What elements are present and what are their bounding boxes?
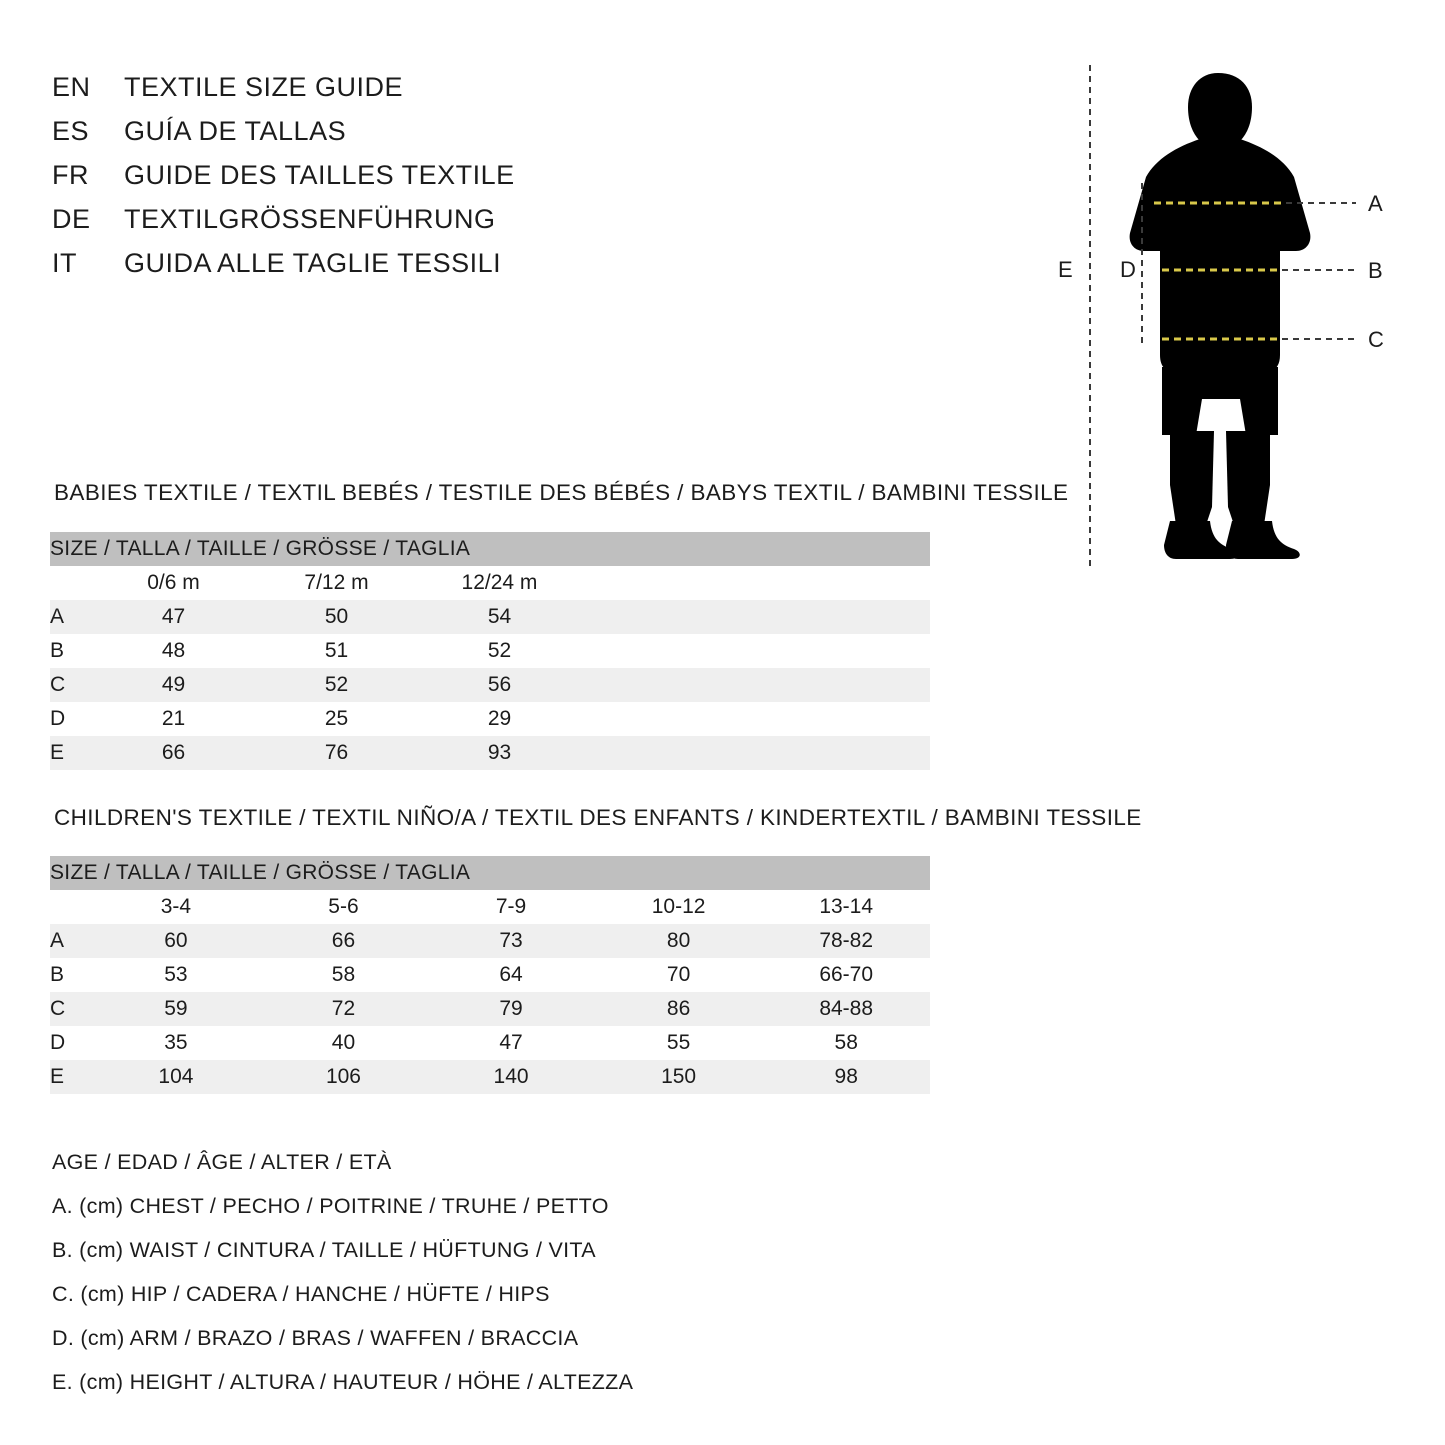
figure-label-a: A	[1368, 191, 1383, 216]
table-row	[50, 992, 930, 1026]
children-e-0: 104	[92, 1060, 260, 1094]
language-text-fr: GUIDE DES TAILLES TEXTILE	[124, 160, 515, 190]
babies-row-label-a: A	[50, 600, 92, 634]
children-b-1: 58	[260, 958, 428, 992]
babies-a-1: 50	[255, 600, 418, 634]
table-row	[50, 702, 930, 736]
babies-d-2: 29	[418, 702, 581, 736]
language-text-it: GUIDA ALLE TAGLIE TESSILI	[124, 248, 502, 278]
children-c-4: 84-88	[762, 992, 930, 1026]
figure-label-c: C	[1368, 327, 1384, 352]
children-c-0: 59	[92, 992, 260, 1026]
table-row	[50, 634, 930, 668]
table-row	[50, 736, 930, 770]
babies-c-1: 52	[255, 668, 418, 702]
children-table-header-row	[50, 856, 930, 890]
table-row	[50, 668, 930, 702]
babies-row-e-filler	[581, 736, 930, 770]
language-text-es: GUÍA DE TALLAS	[124, 116, 347, 146]
language-text-de: TEXTILGRÖSSENFÜHRUNG	[124, 204, 496, 234]
table-row	[50, 600, 930, 634]
babies-b-1: 51	[255, 634, 418, 668]
language-code-en: EN	[52, 72, 91, 102]
language-row-en	[52, 72, 752, 116]
babies-e-2: 93	[418, 736, 581, 770]
language-row-es	[52, 116, 752, 160]
children-row-label-b: B	[50, 958, 92, 992]
babies-col-0: 0/6 m	[92, 566, 255, 600]
language-code-fr: FR	[52, 160, 89, 190]
children-d-1: 40	[260, 1026, 428, 1060]
children-col-3: 10-12	[595, 890, 763, 924]
children-a-3: 80	[595, 924, 763, 958]
children-a-2: 73	[427, 924, 595, 958]
children-e-2: 140	[427, 1060, 595, 1094]
babies-a-0: 47	[92, 600, 255, 634]
children-table-header: SIZE / TALLA / TAILLE / GRÖSSE / TAGLIA	[50, 856, 930, 890]
babies-row-label-d: D	[50, 702, 92, 736]
babies-d-0: 21	[92, 702, 255, 736]
babies-e-1: 76	[255, 736, 418, 770]
measurement-legend	[52, 1140, 952, 1404]
babies-row-label-c: C	[50, 668, 92, 702]
children-col-1: 5-6	[260, 890, 428, 924]
language-text-en: TEXTILE SIZE GUIDE	[124, 72, 404, 102]
figure-label-e: E	[1058, 257, 1073, 282]
babies-a-2: 54	[418, 600, 581, 634]
children-d-3: 55	[595, 1026, 763, 1060]
babies-row-c-filler	[581, 668, 930, 702]
language-row-it	[52, 248, 752, 292]
legend-row-b-waist: B. (cm) WAIST / CINTURA / TAILLE / HÜFTUNG / VITA	[52, 1238, 596, 1262]
children-b-2: 64	[427, 958, 595, 992]
babies-row-label-b: B	[50, 634, 92, 668]
legend-row-d-arm: D. (cm) ARM / BRAZO / BRAS / WAFFEN / BRACCIA	[52, 1326, 579, 1350]
children-d-0: 35	[92, 1026, 260, 1060]
babies-row-a-filler	[581, 600, 930, 634]
language-row-de	[52, 204, 752, 248]
children-corner-cell	[50, 890, 92, 924]
language-code-it: IT	[52, 248, 77, 278]
legend-row-c-hip: C. (cm) HIP / CADERA / HANCHE / HÜFTE / HIPS	[52, 1282, 550, 1306]
language-code-de: DE	[52, 204, 91, 234]
children-c-1: 72	[260, 992, 428, 1026]
babies-row-label-e: E	[50, 736, 92, 770]
figure-label-b: B	[1368, 258, 1383, 283]
language-row-fr	[52, 160, 752, 204]
children-e-1: 106	[260, 1060, 428, 1094]
language-code-es: ES	[52, 116, 90, 146]
table-row	[50, 924, 930, 958]
children-b-4: 66-70	[762, 958, 930, 992]
children-size-table	[50, 856, 930, 1094]
babies-corner-cell	[50, 566, 92, 600]
children-row-label-c: C	[50, 992, 92, 1026]
babies-c-2: 56	[418, 668, 581, 702]
babies-table-header-row	[50, 532, 930, 566]
children-b-3: 70	[595, 958, 763, 992]
children-a-1: 66	[260, 924, 428, 958]
children-a-0: 60	[92, 924, 260, 958]
children-col-0: 3-4	[92, 890, 260, 924]
children-b-0: 53	[92, 958, 260, 992]
children-col-4: 13-14	[762, 890, 930, 924]
babies-col-1: 7/12 m	[255, 566, 418, 600]
babies-section-title: BABIES TEXTILE / TEXTIL BEBÉS / TESTILE DES BÉBÉS / BABYS TEXTIL / BAMBINI TESSILE	[54, 480, 1069, 505]
children-row-label-d: D	[50, 1026, 92, 1060]
children-e-4: 98	[762, 1060, 930, 1094]
babies-size-table	[50, 532, 930, 770]
babies-table-header: SIZE / TALLA / TAILLE / GRÖSSE / TAGLIA	[50, 532, 930, 566]
children-d-2: 47	[427, 1026, 595, 1060]
babies-b-0: 48	[92, 634, 255, 668]
babies-d-1: 25	[255, 702, 418, 736]
children-row-label-e: E	[50, 1060, 92, 1094]
measurement-figure	[1050, 55, 1420, 585]
legend-row-e-height: E. (cm) HEIGHT / ALTURA / HAUTEUR / HÖHE / ALTEZZA	[52, 1370, 634, 1394]
babies-column-header-row	[50, 566, 930, 600]
legend-row-age: AGE / EDAD / ÂGE / ALTER / ETÀ	[52, 1150, 392, 1174]
babies-filler-cell	[581, 566, 930, 600]
children-section-title: CHILDREN'S TEXTILE / TEXTIL NIÑO/A / TEXTIL DES ENFANTS / KINDERTEXTIL / BAMBINI TESSILE	[54, 805, 1142, 830]
figure-label-d: D	[1120, 257, 1136, 282]
children-a-4: 78-82	[762, 924, 930, 958]
table-row	[50, 958, 930, 992]
babies-col-2: 12/24 m	[418, 566, 581, 600]
babies-e-0: 66	[92, 736, 255, 770]
legend-row-a-chest: A. (cm) CHEST / PECHO / POITRINE / TRUHE / PETTO	[52, 1194, 609, 1218]
babies-b-2: 52	[418, 634, 581, 668]
table-row	[50, 1026, 930, 1060]
child-silhouette-icon	[1130, 73, 1311, 559]
children-c-3: 86	[595, 992, 763, 1026]
children-e-3: 150	[595, 1060, 763, 1094]
children-column-header-row	[50, 890, 930, 924]
children-c-2: 79	[427, 992, 595, 1026]
language-title-block	[52, 72, 752, 292]
babies-row-b-filler	[581, 634, 930, 668]
babies-c-0: 49	[92, 668, 255, 702]
table-row	[50, 1060, 930, 1094]
children-d-4: 58	[762, 1026, 930, 1060]
children-row-label-a: A	[50, 924, 92, 958]
babies-row-d-filler	[581, 702, 930, 736]
children-col-2: 7-9	[427, 890, 595, 924]
